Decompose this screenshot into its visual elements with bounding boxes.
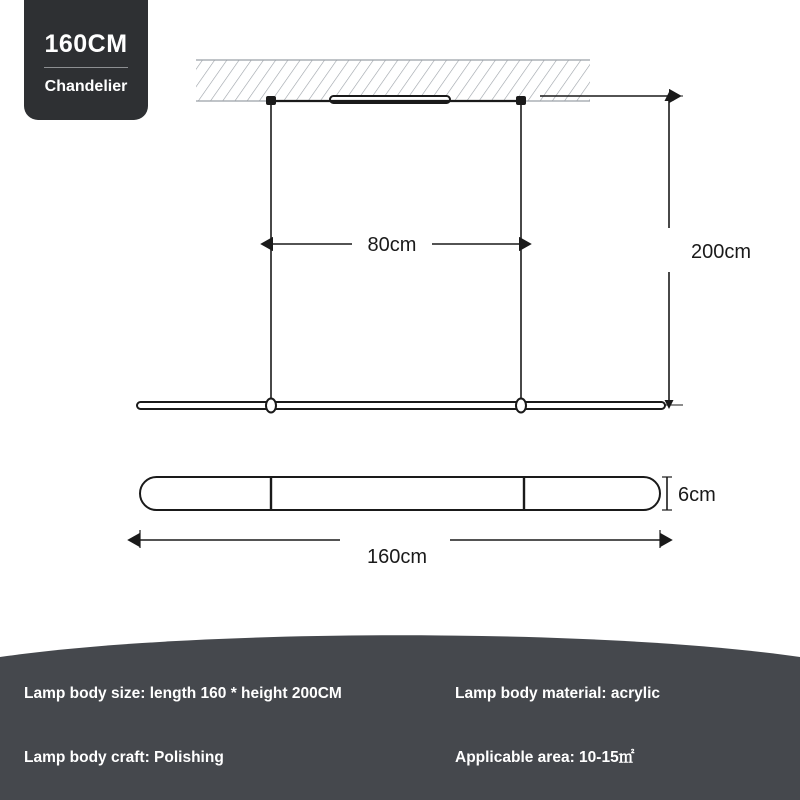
spec-lamp-size: Lamp body size: length 160 * height 200CM [24, 685, 342, 703]
thickness-dimension-label: 6cm [678, 484, 716, 506]
badge-type-label: Chandelier [44, 77, 128, 95]
spec-lamp-craft: Lamp body craft: Polishing [24, 748, 224, 766]
specs-panel [0, 625, 800, 800]
width-dimension-label: 80cm [367, 234, 417, 256]
spec-applicable-area: Applicable area: 10-15㎡ [455, 748, 635, 766]
height-dimension-label: 200cm [691, 241, 752, 263]
spec-lamp-material: Lamp body material: acrylic [455, 685, 661, 703]
ceiling-hatch [196, 60, 590, 101]
height-dimension [540, 92, 683, 409]
badge-size-label: 160CM [44, 29, 128, 58]
lamp-body-front-view [137, 399, 665, 413]
length-dimension-label: 160cm [366, 546, 428, 568]
thickness-dimension [662, 477, 672, 510]
lamp-body-detail-view [140, 477, 660, 510]
